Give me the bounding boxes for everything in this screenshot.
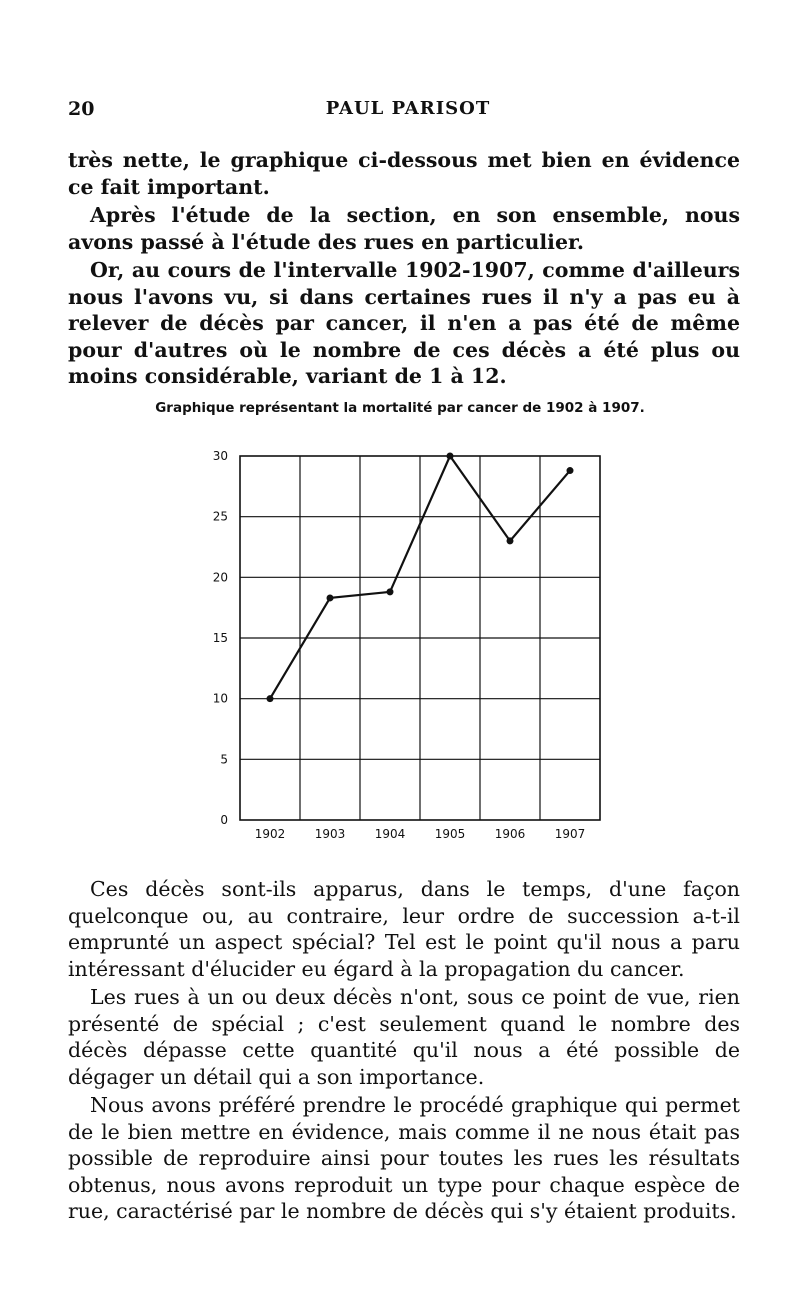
x-tick-label: 1904 [374, 827, 406, 841]
data-point [507, 537, 514, 544]
paragraph: Après l'étude de la section, en son ensemble, nous avons passé à l'étude des rues en particulier. [68, 203, 740, 254]
x-tick-label: 1907 [554, 827, 586, 841]
y-tick-label: 20 [212, 570, 228, 585]
data-point [327, 594, 334, 601]
x-tick-label: 1906 [494, 827, 526, 841]
y-tick-label: 15 [212, 631, 228, 645]
paragraph: Nous avons préféré prendre le procédé graphique qui permet de le bien mettre en évidence, mais comme il ne nous était pas possible de reproduire ainsi pour toutes les rues les résultats obtenus, nous avons reproduit un type pour chaque espèce de rue, caractérisé par le nombre de décès qui s'y étaient produits. [68, 1093, 740, 1223]
body-text-top [68, 147, 740, 392]
paragraph: Les rues à un ou deux décès n'ont, sous ce point de vue, rien présenté de spécial ; c'est seulement quand le nombre des décès dépasse cette quantité qu'il nous a été possible de dégager un détail qui a son importance. [68, 985, 740, 1089]
x-tick-label: 1903 [314, 827, 346, 841]
data-point [387, 588, 394, 595]
y-tick-label: 0 [220, 813, 228, 827]
x-tick-label: 1905 [434, 827, 466, 841]
y-tick-label: 10 [212, 691, 228, 706]
x-tick-label: 1902 [254, 827, 286, 841]
y-tick-label: 30 [212, 449, 228, 463]
paragraph: très nette, le graphique ci-dessous met bien en évidence ce fait important. [68, 148, 740, 199]
page-header [68, 98, 748, 128]
y-tick-label: 25 [212, 509, 228, 524]
mortality-line-chart [190, 438, 620, 848]
page-number: 20 [68, 98, 95, 120]
data-point [567, 467, 574, 474]
data-point [447, 453, 454, 460]
data-point [267, 695, 274, 702]
paragraph: Or, au cours de l'intervalle 1902-1907, comme d'ailleurs nous l'avons vu, si dans certaines rues il n'y a pas eu à relever de décès par cancer, il n'en a pas été de même pour d'autres où le nombre de ces décès a été plus ou moins considérable, variant de 1 à 12. [68, 258, 740, 388]
body-text-bottom [68, 876, 740, 1227]
y-tick-label: 5 [220, 752, 228, 767]
paragraph: Ces décès sont-ils apparus, dans le temps, d'une façon quelconque ou, au contraire, leur ordre de succession a-t-il emprunté un aspect spécial? Tel est le point qu'il nous a paru intéressant d'élucider eu égard à la propagation du cancer. [68, 877, 740, 981]
running-head: PAUL PARISOT [325, 98, 491, 119]
figure-caption: Graphique représentant la mortalité par cancer de 1902 à 1907. [155, 400, 645, 416]
